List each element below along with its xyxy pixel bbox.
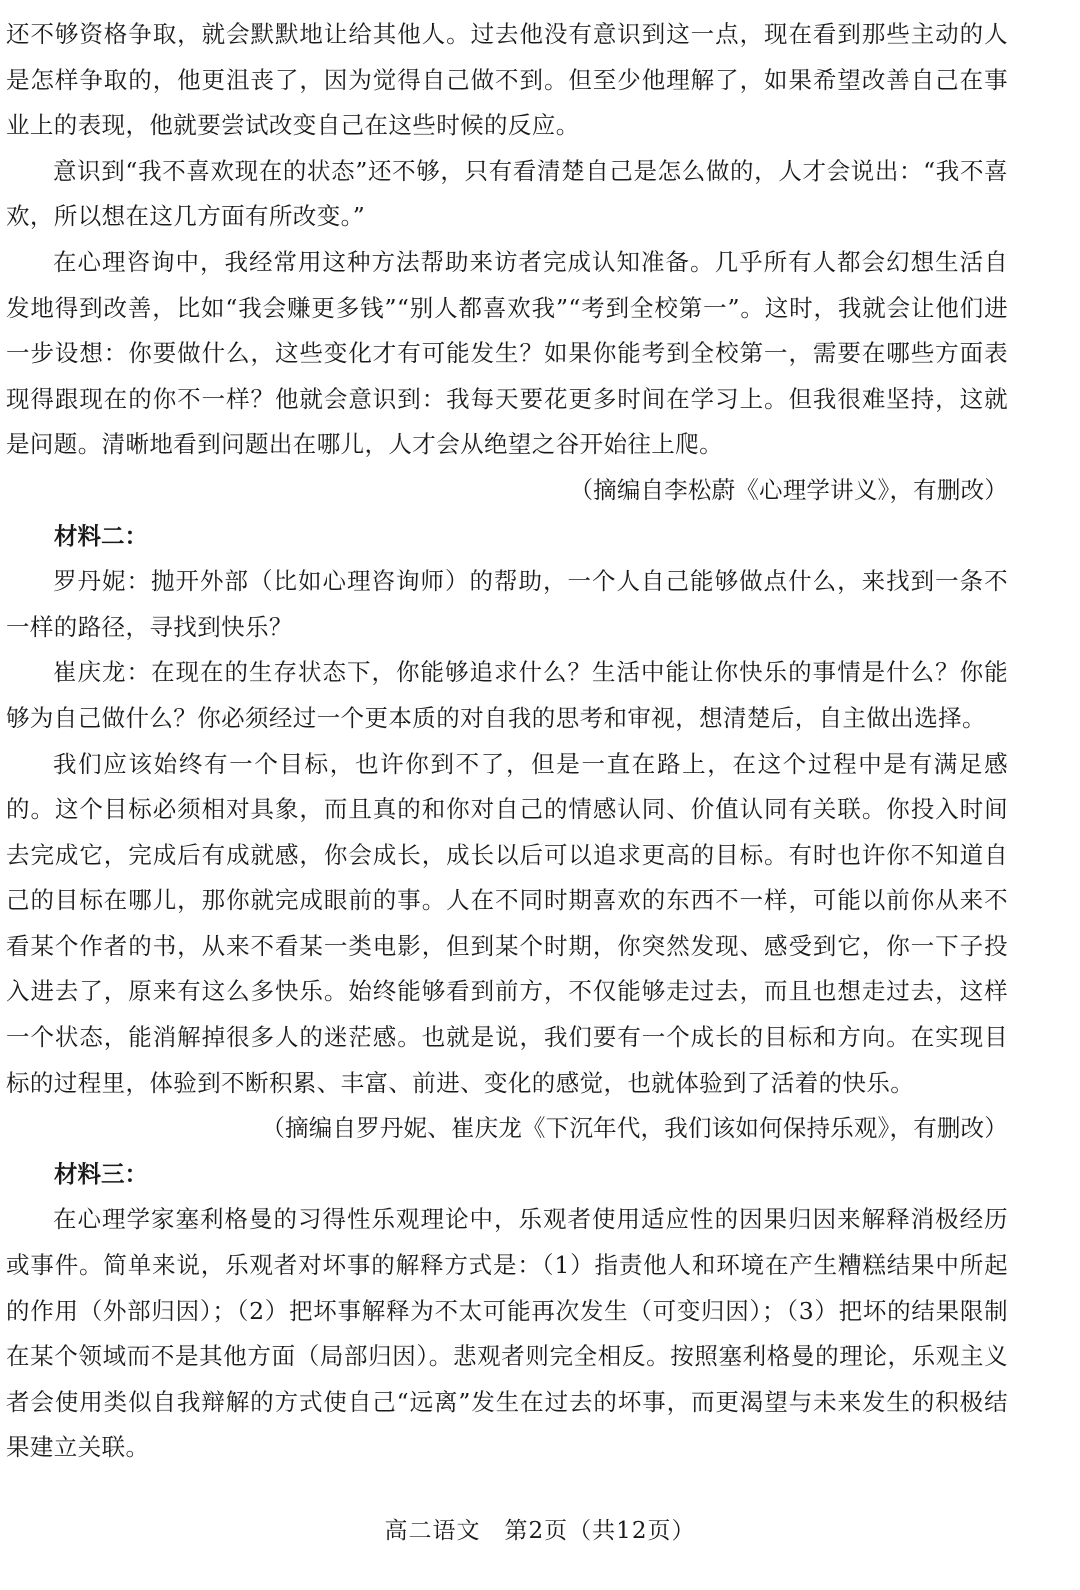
material1-source: （摘编自李松蔚《心理学讲义》，有删改） [569, 475, 1008, 504]
page-footer: 高二语文 第2页（共12页） [384, 1518, 696, 1544]
material2-paragraph-1: 罗丹妮：抛开外部（比如心理咨询师）的帮助，一个人自己能够做点什么，来找到一条不一样的路径，寻找到快乐？ [6, 567, 1008, 641]
material3-heading: 材料三： [54, 1159, 148, 1188]
material3-paragraph-1: 在心理学家塞利格曼的习得性乐观理论中，乐观者使用适应性的因果归因来解释消极经历或事件。简单来说，乐观者对坏事的解释方式是：（1）指责他人和环境在产生糟糕结果中所起的作用（外部归因）；（2）把坏事解释为不太可能再次发生（可变归因）；（3）把坏的结果限制在某个领域而不是其他方面（局部归因）。悲观者则完全相反。按照塞利格曼的理论，乐观主义者会使用类似自我辩解的方式使自己“远离”发生在过去的坏事，而更渴望与未来发生的积极结果建立关联。 [6, 1205, 1008, 1462]
material2-source: （摘编自罗丹妮、崔庆龙《下沉年代，我们该如何保持乐观》，有删改） [261, 1114, 1008, 1143]
material1-paragraph-3: 在心理咨询中，我经常用这种方法帮助来访者完成认知准备。几乎所有人都会幻想生活自发地得到改善，比如“我会赚更多钱”“别人都喜欢我”“考到全校第一”。这时，我就会让他们进一步设想：你要做什么，这些变化才有可能发生？如果你能考到全校第一，需要在哪些方面表现得跟现在的你不一样？他就会意识到：我每天要花更多时间在学习上。但我很难坚持，这就是问题。清晰地看到问题出在哪儿，人才会从绝望之谷开始往上爬。 [6, 247, 1008, 459]
material1-paragraph-1: 还不够资格争取，就会默默地让给其他人。过去他没有意识到这一点，现在看到那些主动的人是怎样争取的，他更沮丧了，因为觉得自己做不到。但至少他理解了，如果希望改善自己在事业上的表现，他就要尝试改变自己在这些时候的反应。 [6, 20, 1008, 140]
material2-paragraph-2: 崔庆龙：在现在的生存状态下，你能够追求什么？生活中能让你快乐的事情是什么？你能够为自己做什么？你必须经过一个更本质的对自我的思考和审视，想清楚后，自主做出选择。 [6, 658, 1008, 732]
material2-paragraph-3: 我们应该始终有一个目标，也许你到不了，但是一直在路上，在这个过程中是有满足感的。这个目标必须相对具象，而且真的和你对自己的情感认同、价值认同有关联。你投入时间去完成它，完成后有成就感，你会成长，成长以后可以追求更高的目标。有时也许你不知道自己的目标在哪儿，那你就完成眼前的事。人在不同时期喜欢的东西不一样，可能以前你从来不看某个作者的书，从来不看某一类电影，但到某个时期，你突然发现、感受到它，你一下子投入进去了，原来有这么多快乐。始终能够看到前方，不仅能够走过去，而且也想走过去，这样一个状态，能消解掉很多人的迷茫感。也就是说，我们要有一个成长的目标和方向。在实现目标的过程里，体验到不断积累、丰富、前进、变化的感觉，也就体验到了活着的快乐。 [6, 749, 1008, 1097]
material1-paragraph-2: 意识到“我不喜欢现在的状态”还不够，只有看清楚自己是怎么做的，人才会说出：“我不喜欢，所以想在这几方面有所改变。” [6, 156, 1008, 231]
material2-heading: 材料二： [54, 521, 148, 550]
